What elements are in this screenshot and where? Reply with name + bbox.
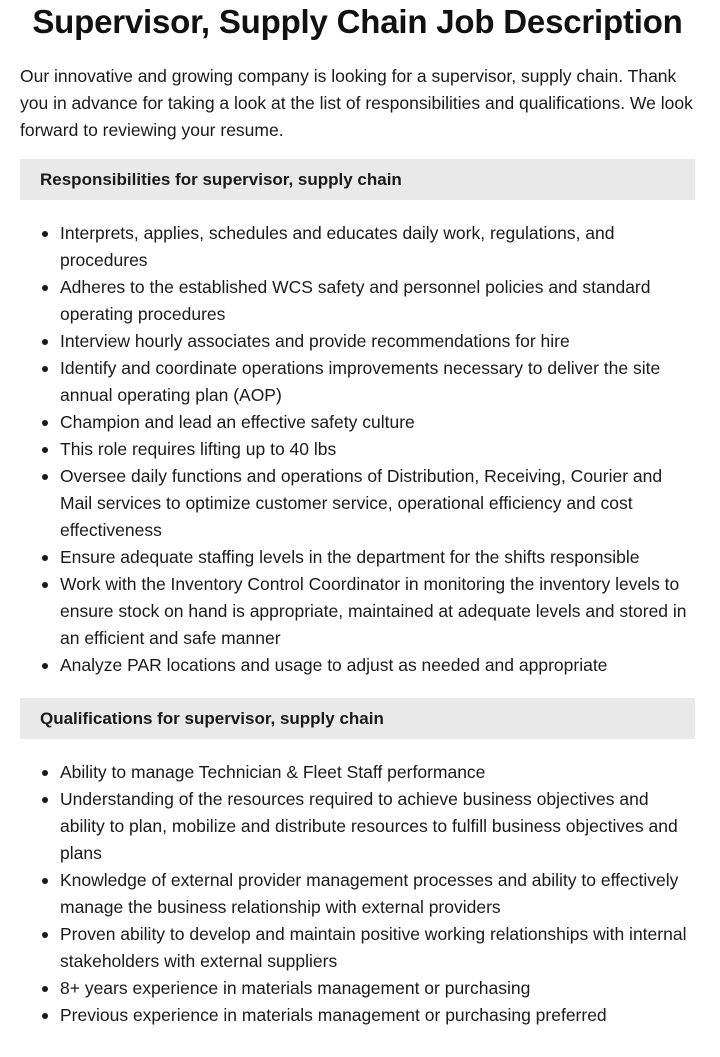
bullet-icon bbox=[42, 555, 48, 561]
bullet-icon bbox=[42, 339, 48, 345]
bullet-icon bbox=[42, 932, 48, 938]
list-item-text: This role requires lifting up to 40 lbs bbox=[60, 439, 337, 459]
list-item bbox=[20, 921, 695, 975]
list-item-text: Champion and lead an effective safety culture bbox=[60, 412, 415, 432]
bullet-icon bbox=[42, 231, 48, 237]
list-item bbox=[20, 463, 695, 544]
list-item-text: Ensure adequate staffing levels in the department for the shifts responsible bbox=[60, 547, 640, 567]
list-item bbox=[20, 544, 695, 571]
responsibilities-list bbox=[20, 220, 695, 679]
list-item-text: Work with the Inventory Control Coordinator in monitoring the inventory levels to ensure stock on hand is appropriate, maintained at adequate levels and stored in an efficient and safe manner bbox=[60, 574, 687, 648]
list-item bbox=[20, 571, 695, 652]
bullet-icon bbox=[42, 797, 48, 803]
bullet-icon bbox=[42, 420, 48, 426]
bullet-icon bbox=[42, 285, 48, 291]
list-item-text: Knowledge of external provider management processes and ability to effectively manage the business relationship with external providers bbox=[60, 870, 679, 917]
bullet-icon bbox=[42, 474, 48, 480]
list-item-text: Oversee daily functions and operations of Distribution, Receiving, Courier and Mail services to optimize customer service, operational efficiency and cost effectiveness bbox=[60, 466, 663, 540]
list-item-text: Understanding of the resources required to achieve business objectives and ability to plan, mobilize and distribute resources to fulfill business objectives and plans bbox=[60, 789, 678, 863]
bullet-icon bbox=[42, 366, 48, 372]
bullet-icon bbox=[42, 1013, 48, 1019]
list-item bbox=[20, 328, 695, 355]
list-item bbox=[20, 1002, 695, 1029]
bullet-icon bbox=[42, 878, 48, 884]
list-item-text: Previous experience in materials management or purchasing preferred bbox=[60, 1005, 607, 1025]
list-item-text: Ability to manage Technician & Fleet Staff performance bbox=[60, 762, 486, 782]
list-item-text: Analyze PAR locations and usage to adjust as needed and appropriate bbox=[60, 655, 608, 675]
bullet-icon bbox=[42, 770, 48, 776]
list-item-text: Identify and coordinate operations improvements necessary to deliver the site annual operating plan (AOP) bbox=[60, 358, 661, 405]
list-item bbox=[20, 867, 695, 921]
list-item-text: Interview hourly associates and provide recommendations for hire bbox=[60, 331, 570, 351]
intro-paragraph: Our innovative and growing company is looking for a supervisor, supply chain. Thank you in advance for taking a look at the list of responsibilities and qualifications. We look forward to reviewing your resume. bbox=[20, 66, 693, 140]
qualifications-list bbox=[20, 759, 695, 1029]
list-item bbox=[20, 786, 695, 867]
list-item bbox=[20, 652, 695, 679]
list-item bbox=[20, 355, 695, 409]
list-item-text: Interprets, applies, schedules and educates daily work, regulations, and procedures bbox=[60, 223, 615, 270]
bullet-icon bbox=[42, 582, 48, 588]
list-item bbox=[20, 436, 695, 463]
list-item-text: Adheres to the established WCS safety and personnel policies and standard operating procedures bbox=[60, 277, 651, 324]
bullet-icon bbox=[42, 986, 48, 992]
list-item bbox=[20, 409, 695, 436]
list-item bbox=[20, 220, 695, 274]
bullet-icon bbox=[42, 447, 48, 453]
responsibilities-heading: Responsibilities for supervisor, supply chain bbox=[20, 159, 695, 200]
list-item-text: Proven ability to develop and maintain positive working relationships with internal stakeholders with external suppliers bbox=[60, 924, 687, 971]
qualifications-heading: Qualifications for supervisor, supply chain bbox=[20, 698, 695, 739]
list-item-text: 8+ years experience in materials management or purchasing bbox=[60, 978, 531, 998]
bullet-icon bbox=[42, 663, 48, 669]
list-item bbox=[20, 975, 695, 1002]
page-title: Supervisor, Supply Chain Job Description bbox=[32, 3, 683, 40]
list-item bbox=[20, 274, 695, 328]
list-item bbox=[20, 759, 695, 786]
